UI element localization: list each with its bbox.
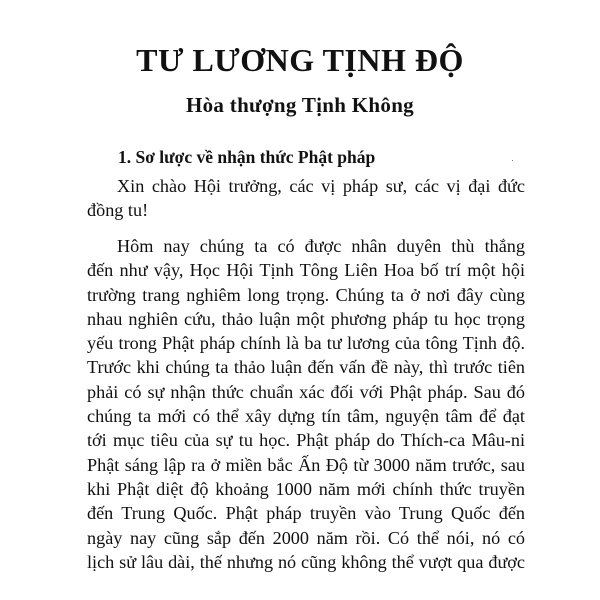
text-line: khi Phật diệt độ khoảng 1000 năm mới chính thức truyền xyxy=(87,478,525,499)
text-line: đồng tu! xyxy=(87,200,149,221)
paragraph-greeting xyxy=(87,174,525,223)
text-line: lịch sử lâu dài, thế nhưng nó cũng không thể vượt qua được xyxy=(87,551,525,572)
text-line: phải có sự nhận thức chuẩn xác đối với Phật pháp. Sau đó xyxy=(87,381,525,402)
text-line: đến như vậy, Học Hội Tịnh Tông Liên Hoa bố trí một hội xyxy=(87,260,525,281)
text-line: đến Trung Quốc. Phật pháp truyền vào Trung Quốc đến xyxy=(87,503,525,524)
text-line: nhau nghiên cứu, thảo luận một phương pháp tu học trọng xyxy=(87,308,525,329)
author-name: Hòa thượng Tịnh Không xyxy=(186,93,414,117)
text-line: yếu trong Phật pháp chính là ba tư lương của tông Tịnh độ. xyxy=(87,333,525,354)
page-title: TƯ LƯƠNG TỊNH ĐỘ xyxy=(136,42,464,78)
section-heading: 1. Sơ lược về nhận thức Phật pháp xyxy=(118,147,376,167)
print-speck xyxy=(512,160,513,161)
text-line: trường trang nghiêm long trọng. Chúng ta ở nơi đây cùng xyxy=(87,284,525,305)
text-line: Xin chào Hội trưởng, các vị pháp sư, các vị đại đức xyxy=(117,176,525,196)
text-line: ngày nay cũng sắp đến 2000 năm rồi. Có thể nói, nó có xyxy=(87,527,525,548)
text-line: Hôm nay chúng ta có được nhân duyên thù thắng xyxy=(117,236,525,256)
text-line: Trước khi chúng ta thảo luận đến vấn đề này, thì trước tiên xyxy=(87,357,525,378)
text-line: chúng ta mới có thể xây dựng tín tâm, nguyện tâm để đạt xyxy=(87,406,525,427)
text-line: tới mục tiêu của sự tu học. Phật pháp do Thích-ca Mâu-ni xyxy=(87,430,525,451)
text-line: Phật sáng lập ra ở miền bắc Ấn Độ từ 3000 năm trước, sau xyxy=(87,454,525,475)
paragraph-introduction xyxy=(87,234,525,574)
